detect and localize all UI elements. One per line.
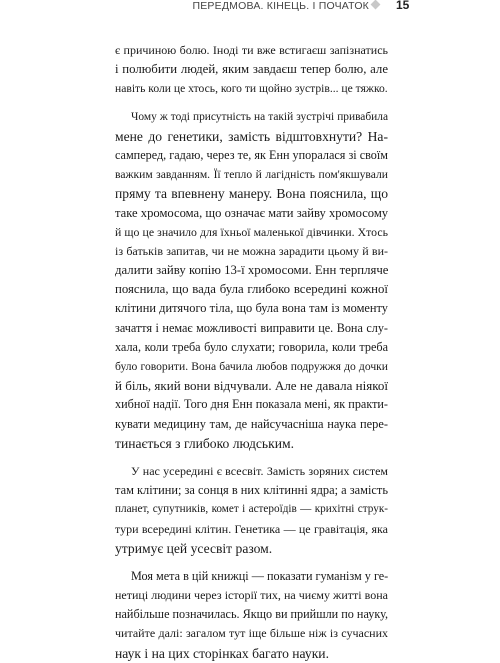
page-number: 15 — [396, 0, 410, 12]
text-line: і полюбити людей, яким завдаєш тепер болю, але — [115, 62, 388, 77]
text-line: пояснила, що вада була глибоко всередині кожної — [115, 282, 388, 297]
text-line: Моя мета в цій книжці — показати гуманізм у ге- — [131, 568, 389, 583]
chapter-title: ПЕРЕДМОВА. КІНЕЦЬ. І ПОЧАТОК — [192, 0, 369, 12]
text-line: читайте далі: загалом тут іще більше ніж із сучасних — [115, 626, 388, 641]
text-line: У нас усередині є всесвіт. Замість зоряних систем — [131, 463, 388, 478]
text-line: хибної надії. Того дня Енн показала мені, як практи- — [115, 397, 388, 412]
text-line: таке хромосома, що означає мати зайву хромосому — [115, 205, 389, 220]
text-line: найбільше позначилась. Якщо ви прийшли по науку, — [115, 607, 388, 622]
text-line: із батьків запитав, чи не можна зарадити цьому й ви- — [115, 243, 388, 258]
paragraph — [115, 108, 388, 453]
text-line: хала, коли треба було слухати; говорила, коли треба — [115, 339, 388, 354]
text-line: мене до генетики, замість відштовхнути? На- — [115, 128, 388, 144]
text-line: й біль, який вони відчували. Але не давала ніякої — [115, 378, 388, 394]
text-line: планет, супутників, комет і астероїдів — крихітні струк- — [115, 503, 388, 516]
text-line: Чому ж тоді присутність на такій зустрічі привабила — [131, 110, 388, 123]
text-line: самперед, гадаю, через те, як Енн упоралася зі своїм — [115, 147, 388, 162]
text-line: зачаття і немає можливості виправити це. Вона слу- — [115, 320, 388, 335]
text-line: й що це значило для їхньої маленької дівчинки. Хтось — [115, 224, 388, 239]
text-line: тури всередині клітин. Генетика — це гравітація, яка — [115, 521, 388, 536]
diamond-ornament-icon — [371, 0, 381, 9]
text-line: є причиною болю. Іноді ти вже встигаєш запізнатись — [115, 43, 388, 57]
text-line: важким завданням. Її тепло й лагідність пом'якшували — [115, 168, 388, 182]
text-line: там клітини; за сонця в них клітинні ядра; а замість — [115, 483, 388, 498]
running-header — [0, 0, 500, 14]
paragraph — [115, 41, 388, 99]
text-line: пряму та впевнену манеру. Вона пояснила, що — [115, 186, 388, 202]
text-line: далити зайву копію 13-ї хромосоми. Енн терпляче — [115, 263, 389, 278]
body-text — [115, 41, 388, 663]
paragraph — [115, 567, 388, 663]
text-line: наук і на цих сторінках багато науки. — [115, 645, 329, 661]
text-line: кувати медицину там, де найсучасніша наука пере- — [115, 416, 388, 431]
text-line: навіть коли це хтось, кого ти щойно зустрів... це тяжко. — [115, 82, 388, 96]
text-line: тинається з глибоко людським. — [115, 435, 294, 451]
text-line: нетиці людини через історії тих, на чиєму житті вона — [115, 588, 388, 603]
text-line: клітини дитячого тіла, що була вона там із моменту — [115, 301, 388, 316]
text-line: утримує цей усесвіт разом. — [115, 540, 273, 556]
text-line: було говорити. Вона бачила любов подружжя до дочки — [115, 360, 388, 373]
paragraph — [115, 462, 388, 558]
